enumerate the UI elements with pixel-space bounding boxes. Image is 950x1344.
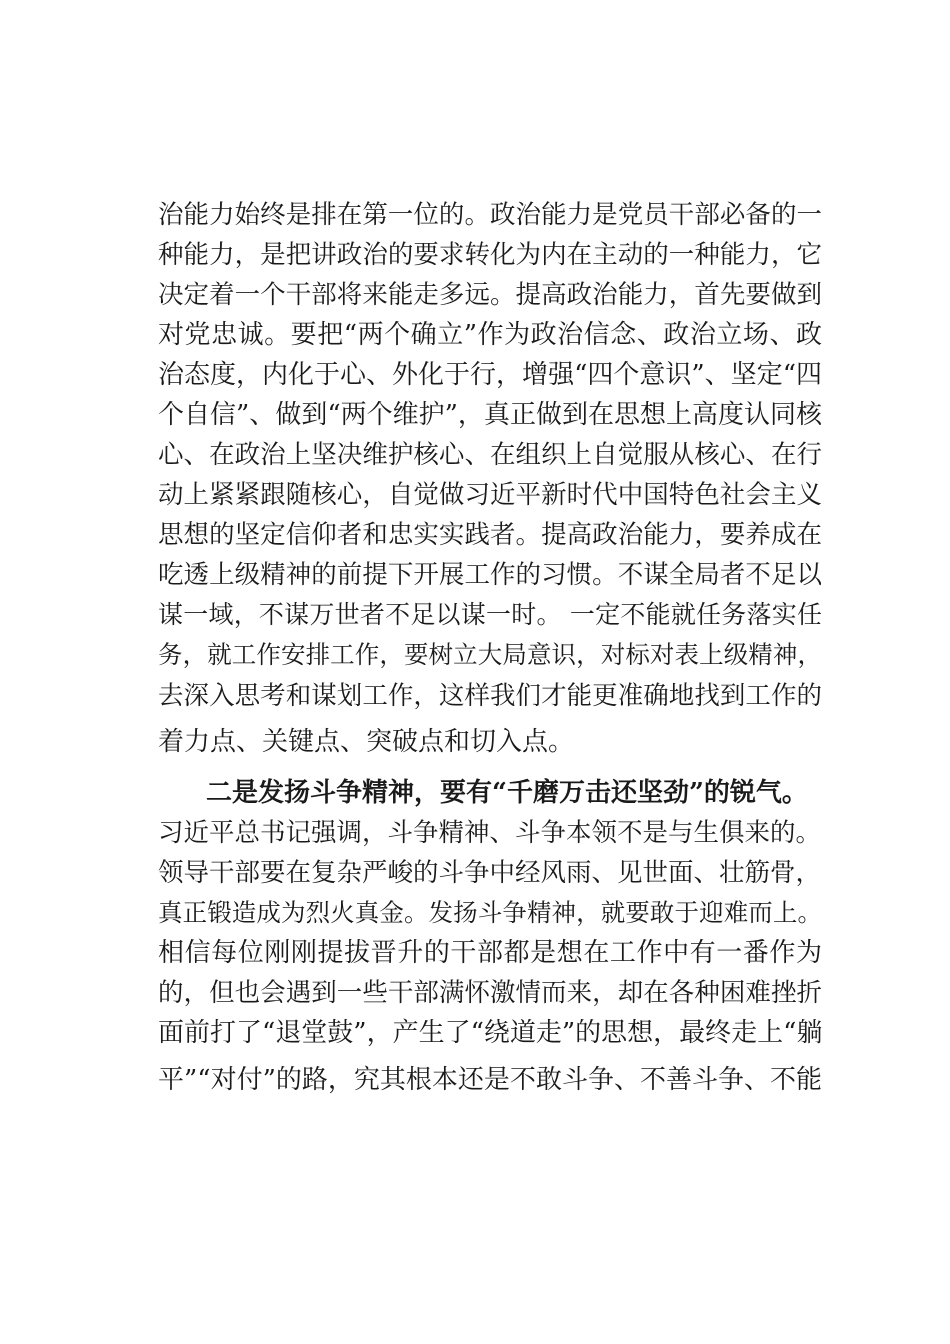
text-line: 心、在政治上坚决维护核心、在组织上自觉服从核心、在行 (158, 440, 822, 470)
text-line: 种能力，是把讲政治的要求转化为内在主动的一种能力，它 (158, 240, 822, 270)
text-line: 平”“对付”的路，究其根本还是不敢斗争、不善斗争、不能 (158, 1065, 822, 1095)
text-line: 务，就工作安排工作，要树立大局意识，对标对表上级精神， (158, 640, 822, 669)
text-line: 习近平总书记强调，斗争精神、斗争本领不是与生俱来的。 (158, 818, 822, 848)
text-line: 动上紧紧跟随核心，自觉做习近平新时代中国特色社会主义 (158, 480, 822, 510)
text-line: 的，但也会遇到一些干部满怀激情而来，却在各种困难挫折 (158, 978, 822, 1008)
text-line: 去深入思考和谋划工作，这样我们才能更准确地找到工作的 (158, 681, 822, 711)
text-line: 面前打了“退堂鼓”，产生了“绕道走”的思想，最终走上“躺 (158, 1018, 823, 1048)
text-line: 谋一域，不谋万世者不足以谋一时。 一定不能就任务落实任 (158, 600, 822, 629)
text-line: 思想的坚定信仰者和忠实实践者。提高政治能力，要养成在 (158, 520, 822, 550)
text-line: 个自信”、做到“两个维护”，真正做到在思想上高度认同核 (158, 400, 822, 430)
text-line: 真正锻造成为烈火真金。发扬斗争精神，就要敢于迎难而上。 (158, 898, 822, 927)
text-line: 相信每位刚刚提拔晋升的干部都是想在工作中有一番作为 (158, 938, 822, 968)
text-line: 对党忠诚。要把“两个确立”作为政治信念、政治立场、政 (158, 320, 822, 350)
text-line: 领导干部要在复杂严峻的斗争中经风雨、见世面、壮筋骨， (158, 858, 822, 888)
text-line: 治态度，内化于心、外化于行，增强“四个意识”、坚定“四 (158, 360, 822, 390)
text-line: 着力点、关键点、突破点和切入点。 (158, 727, 575, 757)
section-heading: 二是发扬斗争精神，要有“千磨万击还坚劲”的锐气。 (206, 778, 808, 808)
text-line: 吃透上级精神的前提下开展工作的习惯。不谋全局者不足以 (158, 560, 822, 590)
text-line: 决定着一个干部将来能走多远。提高政治能力，首先要做到 (158, 280, 822, 310)
text-line: 治能力始终是排在第一位的。政治能力是党员干部必备的一 (158, 200, 822, 230)
